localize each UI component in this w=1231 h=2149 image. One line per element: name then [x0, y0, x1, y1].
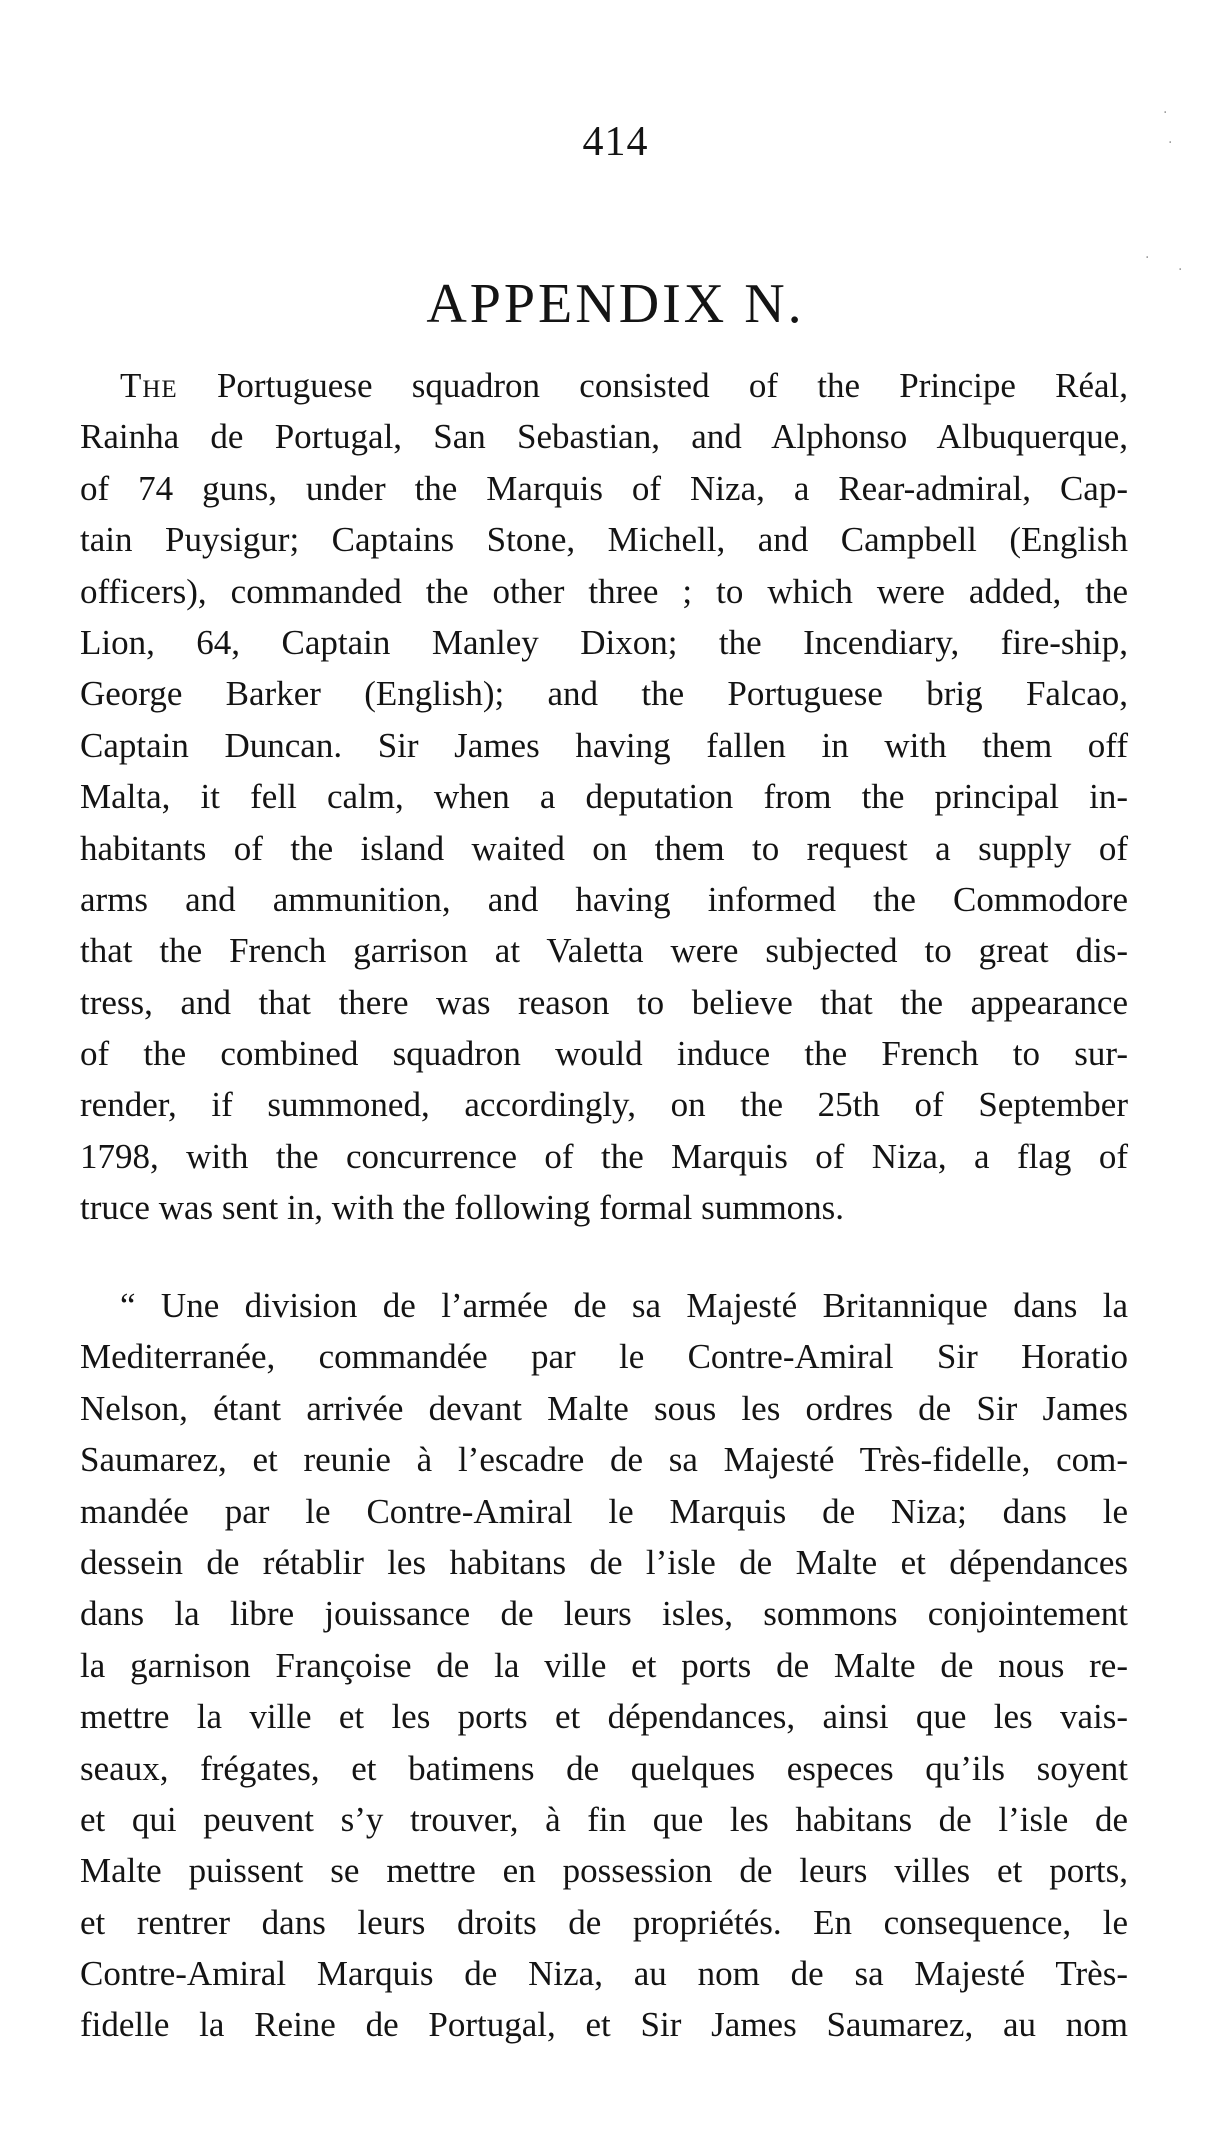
text-line: mandée par le Contre-Amiral le Marquis de Niza; dans le — [80, 1491, 1128, 1531]
text-line: truce was sent in, with the following formal summons. — [80, 1188, 845, 1228]
text-line: that the French garrison at Valetta were subjected to great dis- — [80, 931, 1128, 971]
text-line: “ Une division de l’armée de sa Majesté Britannique dans la — [120, 1286, 1128, 1325]
scan-speck: · — [1163, 105, 1168, 121]
text-line: officers), commanded the other three ; to which were added, the — [80, 571, 1128, 611]
text-line: dessein de rétablir les habitans de l’isle de Malte et dépendances — [80, 1542, 1128, 1582]
text-line: la garnison Françoise de la ville et ports de Malte de nous re- — [80, 1645, 1128, 1685]
small-caps-lead: The — [120, 366, 178, 405]
text-line — [80, 360, 1128, 411]
text-line: of 74 guns, under the Marquis of Niza, a Rear-admiral, Cap- — [80, 468, 1128, 508]
text-line: tain Puysigur; Captains Stone, Michell, and Campbell (English — [80, 520, 1128, 560]
text-line: et qui peuvent s’y trouver, à fin que les habitans de l’isle de — [80, 1799, 1128, 1839]
page-number: 414 — [582, 119, 649, 165]
text-line: Malta, it fell calm, when a deputation from the principal in- — [80, 777, 1128, 817]
text-line: arms and ammunition, and having informed the Commodore — [80, 879, 1128, 919]
scan-speck: · — [1168, 135, 1173, 151]
text-line: Malte puissent se mettre en possession de leurs villes et ports, — [80, 1851, 1128, 1891]
text-line: Contre-Amiral Marquis de Niza, au nom de sa Majesté Très- — [80, 1954, 1128, 1994]
text-line: render, if summoned, accordingly, on the 25th of September — [80, 1085, 1128, 1125]
text-line: tress, and that there was reason to believe that the appearance — [80, 982, 1128, 1022]
text-line: fidelle la Reine de Portugal, et Sir James Saumarez, au nom — [80, 2005, 1128, 2045]
text-line: 1798, with the concurrence of the Marquis of Niza, a flag of — [80, 1136, 1128, 1176]
text-line: Lion, 64, Captain Manley Dixon; the Incendiary, fire-ship, — [80, 622, 1128, 662]
text-line: seaux, frégates, et batimens de quelques especes qu’ils soyent — [80, 1748, 1128, 1788]
paragraph-portuguese-squadron — [80, 360, 1128, 1234]
text-line: of the combined squadron would induce the French to sur- — [80, 1034, 1128, 1074]
text-line: Mediterranée, commandée par le Contre-Amiral Sir Horatio — [80, 1337, 1128, 1377]
text-line: habitants of the island waited on them to request a supply of — [80, 828, 1128, 868]
text-line: Saumarez, et reunie à l’escadre de sa Majesté Très-fidelle, com- — [80, 1440, 1128, 1480]
text-line: Rainha de Portugal, San Sebastian, and Alphonso Albuquerque, — [80, 417, 1128, 457]
appendix-title: APPENDIX N. — [426, 273, 805, 335]
text-line: et rentrer dans leurs droits de propriétés. En consequence, le — [80, 1902, 1128, 1942]
text-line: Nelson, étant arrivée devant Malte sous les ordres de Sir James — [80, 1388, 1128, 1428]
paragraph-french-summons — [80, 1280, 1128, 2051]
scan-speck: · — [1178, 262, 1183, 278]
text-line: George Barker (English); and the Portuguese brig Falcao, — [80, 674, 1128, 714]
text-line: mettre la ville et les ports et dépendances, ainsi que les vais- — [80, 1697, 1128, 1737]
scan-speck: · — [1145, 250, 1150, 266]
text-line-content: Portuguese squadron consisted of the Principe Réal, — [177, 366, 1128, 405]
text-line: dans la libre jouissance de leurs isles, sommons conjointement — [80, 1594, 1128, 1634]
text-line: Captain Duncan. Sir James having fallen in with them off — [80, 725, 1128, 765]
